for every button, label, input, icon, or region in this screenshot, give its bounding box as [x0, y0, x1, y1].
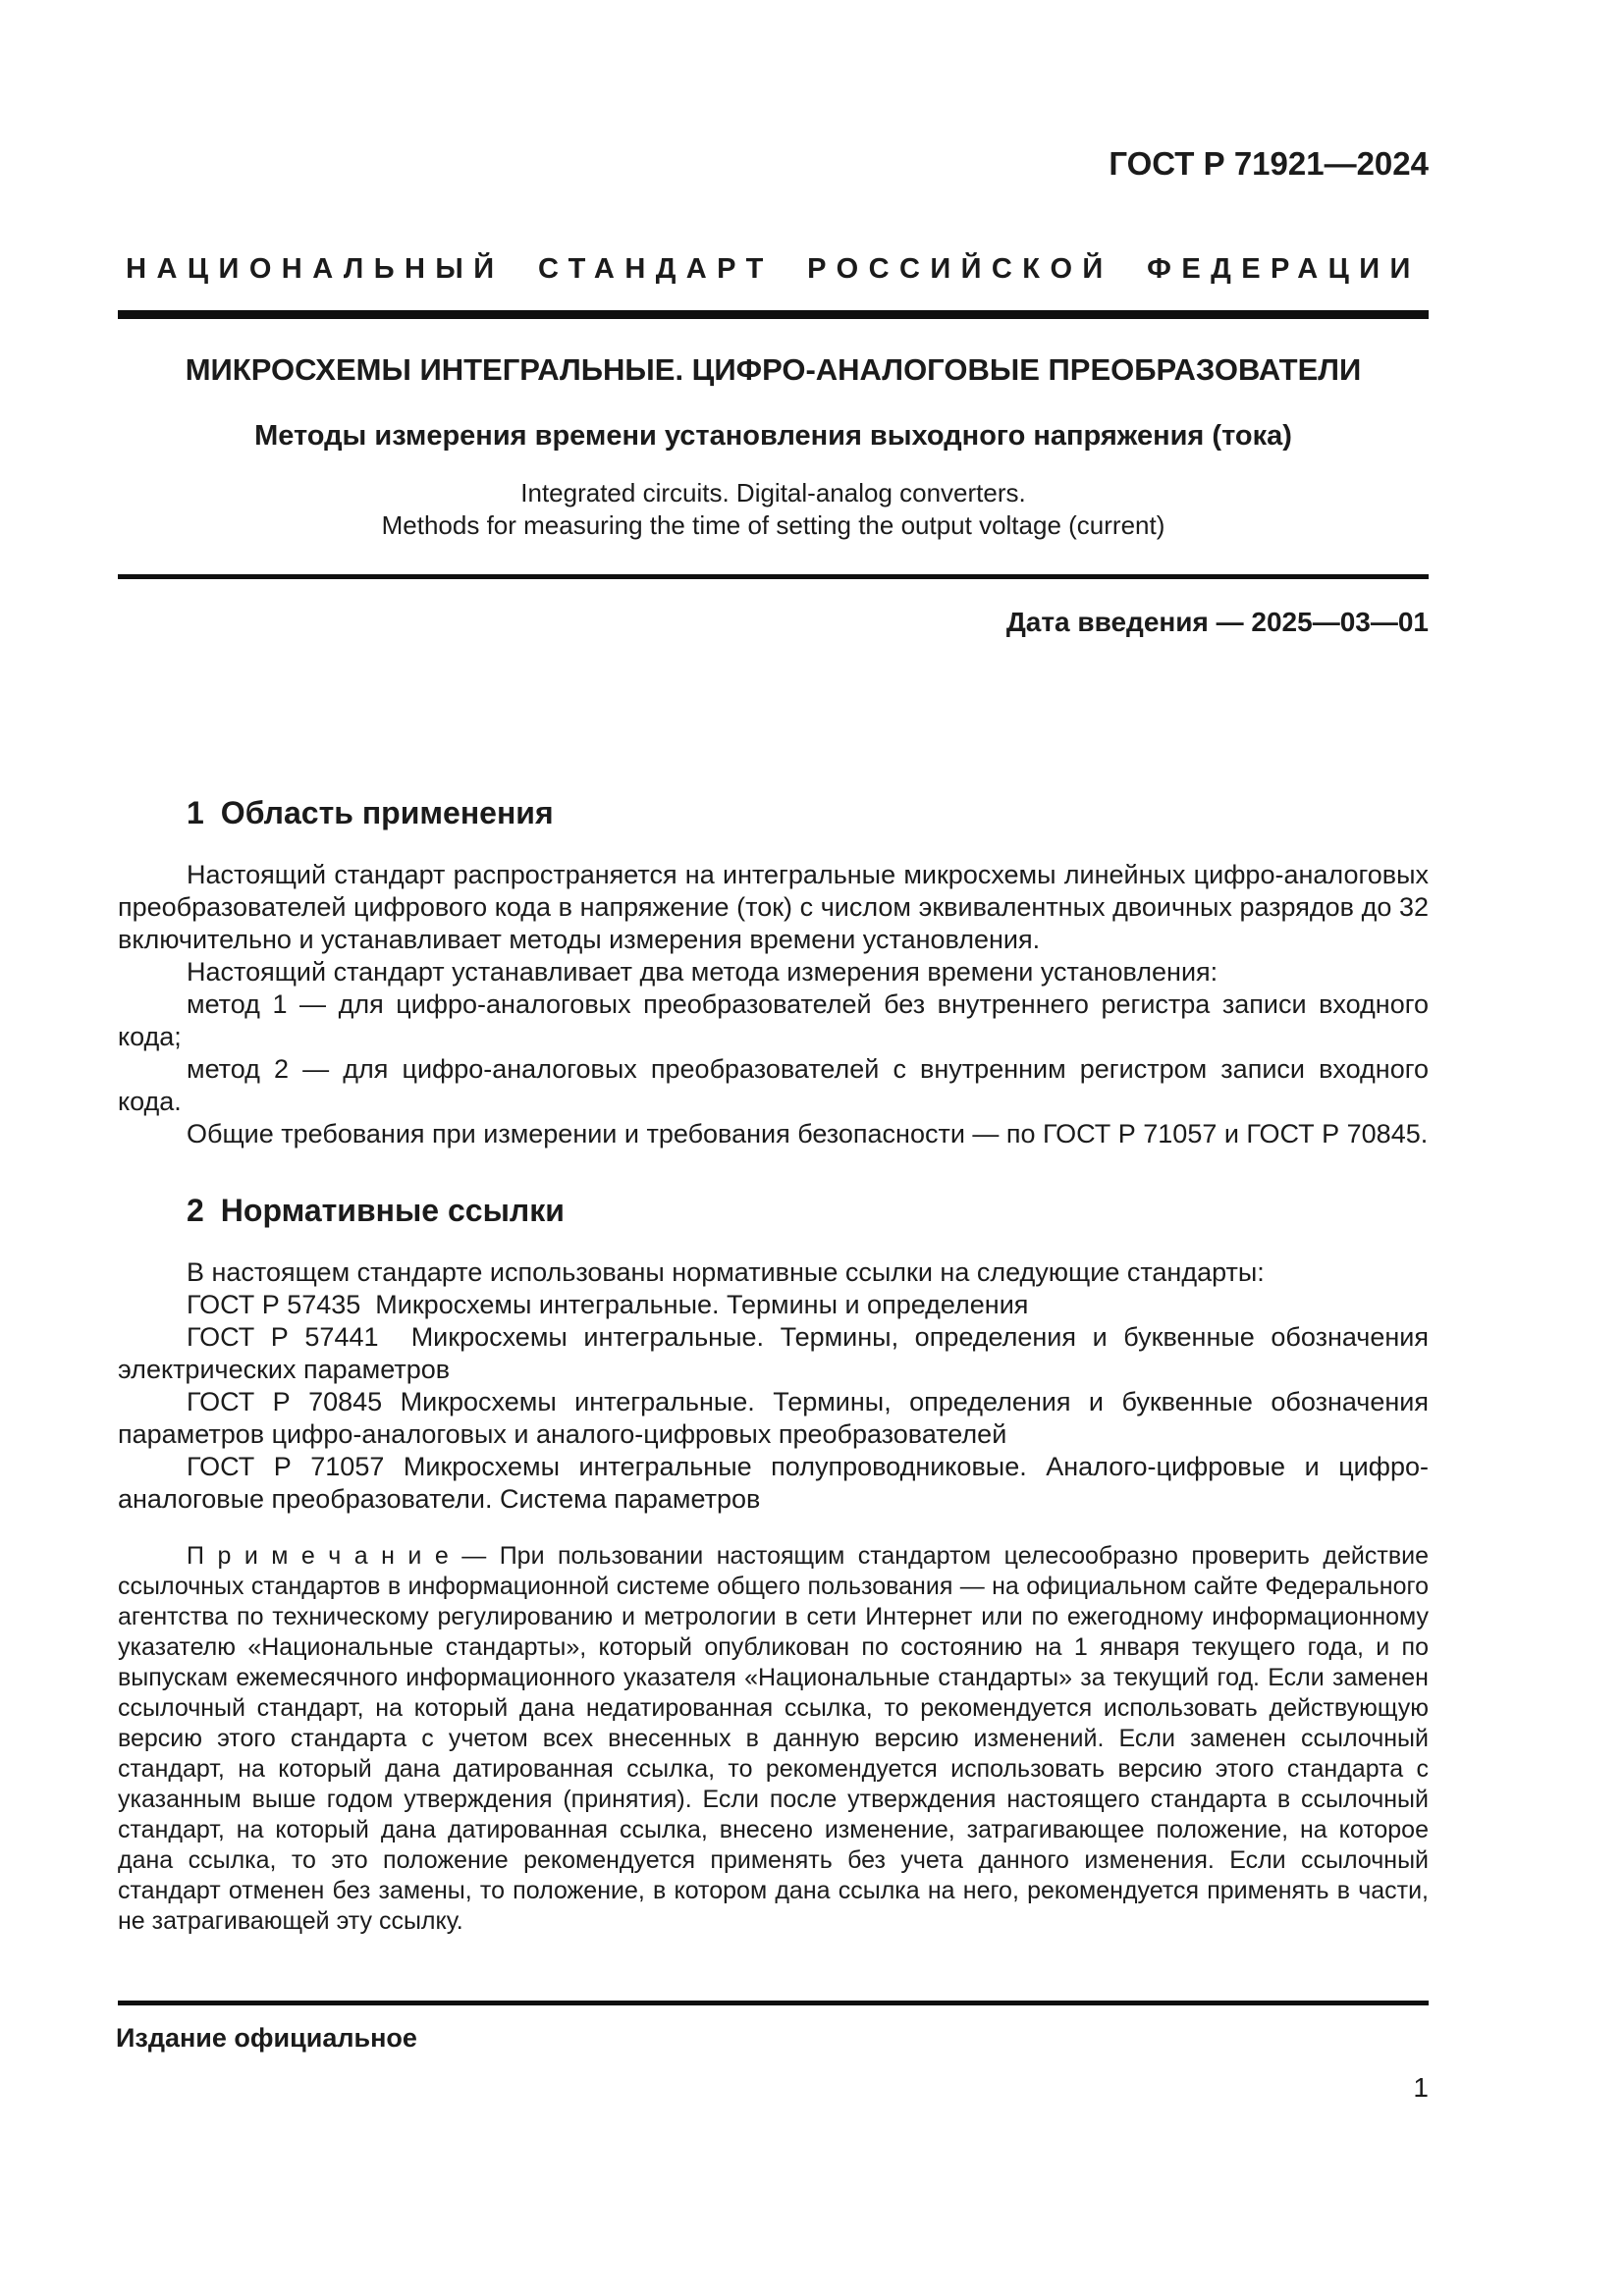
standard-title-ru: МИКРОСХЕМЫ ИНТЕГРАЛЬНЫЕ. ЦИФРО-АНАЛОГОВЫЕ ПРЕОБРАЗОВАТЕЛИ [185, 352, 1362, 387]
paragraph: В настоящем стандарте использованы нормативные ссылки на следующие стандарты: [187, 1257, 1265, 1287]
letterhead-divider-rule [118, 310, 1429, 319]
national-standard-letterhead: НАЦИОНАЛЬНЫЙ СТАНДАРТ РОССИЙСКОЙ ФЕДЕРАЦИИ [126, 253, 1421, 285]
effective-date: Дата введения — 2025—03—01 [1005, 607, 1429, 637]
section-2-title: Нормативные ссылки [220, 1193, 565, 1228]
standard-title-en-line1: Integrated circuits. Digital-analog converters. [520, 478, 1026, 507]
standard-subtitle-ru: Методы измерения времени установления выходного напряжения (тока) [254, 420, 1292, 452]
section-2-body [118, 1256, 1429, 1937]
normative-reference: ГОСТ Р 71057 Микросхемы интегральные полупроводниковые. Аналого-цифровые и цифро-аналоговые преобразователи. Система параметров [118, 1452, 1429, 1514]
section-1-title: Область применения [220, 795, 554, 830]
standard-title-en [118, 477, 1429, 542]
footer-divider-rule [118, 2001, 1429, 2005]
page-content [118, 0, 1429, 1937]
title-divider-rule [118, 574, 1429, 579]
page-number: 1 [1413, 2072, 1429, 2103]
section-2-number: 2 [187, 1193, 204, 1228]
normative-reference: ГОСТ Р 70845 Микросхемы интегральные. Термины, определения и буквенные обозначения параметров цифро-аналоговых и аналого-цифровых преобразователей [118, 1387, 1429, 1449]
paragraph: Настоящий стандарт распространяется на интегральные микросхемы линейных цифро-аналоговых преобразователей цифрового кода в напряжение (ток) с числом эквивалентных двоичных разрядов до 32 включительно и устанавливает методы измерения времени установления. [118, 860, 1429, 954]
section-1-body [118, 859, 1429, 1150]
paragraph: Общие требования при измерении и требования безопасности — по ГОСТ Р 71057 и ГОСТ Р 70845. [187, 1119, 1429, 1148]
section-2-heading [118, 1192, 1429, 1229]
normative-reference: ГОСТ Р 57435 Микросхемы интегральные. Термины и определения [187, 1290, 1029, 1319]
official-edition-note: Издание официальное [116, 2023, 417, 2053]
section-1-heading [118, 794, 1429, 831]
paragraph: метод 1 — для цифро-аналоговых преобразователей без внутреннего регистра записи входного кода; [118, 989, 1429, 1051]
doc-code-header: ГОСТ Р 71921—2024 [1109, 145, 1429, 182]
note-paragraph: П р и м е ч а н и е — При пользовании настоящим стандартом целесообразно проверить действие ссылочных стандартов в информационной системе общего пользования — на официальном сайте Федерального агентства по техническому регулированию и метрологии в сети Интернет или по ежегодному информационному указателю «Национальные стандарты», который опубликован по состоянию на 1 января текущего года, и по выпускам ежемесячного информационного указателя «Национальные стандарты» за текущий год. Если заменен ссылочный стандарт, на который дана недатированная ссылка, то рекомендуется использовать действующую версию этого стандарта с учетом всех внесенных в данную версию изменений. Если заменен ссылочный стандарт, на который дана датированная ссылка, то рекомендуется использовать версию этого стандарта с указанным выше годом утверждения (принятия). Если после утверждения настоящего стандарта в ссылочный стандарт, на который дана датированная ссылка, внесено изменение, затрагивающее положение, на которое дана ссылка, то это положение рекомендуется применять без учета данного изменения. Если ссылочный стандарт отменен без замены, то положение, в котором дана ссылка на него, рекомендуется применять в части, не затрагивающей эту ссылку. [118, 1542, 1429, 1935]
paragraph: метод 2 — для цифро-аналоговых преобразователей с внутренним регистром записи входного кода. [118, 1054, 1429, 1116]
standard-title-en-line2: Methods for measuring the time of setting the output voltage (current) [381, 510, 1165, 540]
section-1-number: 1 [187, 795, 204, 830]
normative-reference: ГОСТ Р 57441 Микросхемы интегральные. Термины, определения и буквенные обозначения электрических параметров [118, 1322, 1429, 1384]
paragraph: Настоящий стандарт устанавливает два метода измерения времени установления: [187, 957, 1218, 987]
